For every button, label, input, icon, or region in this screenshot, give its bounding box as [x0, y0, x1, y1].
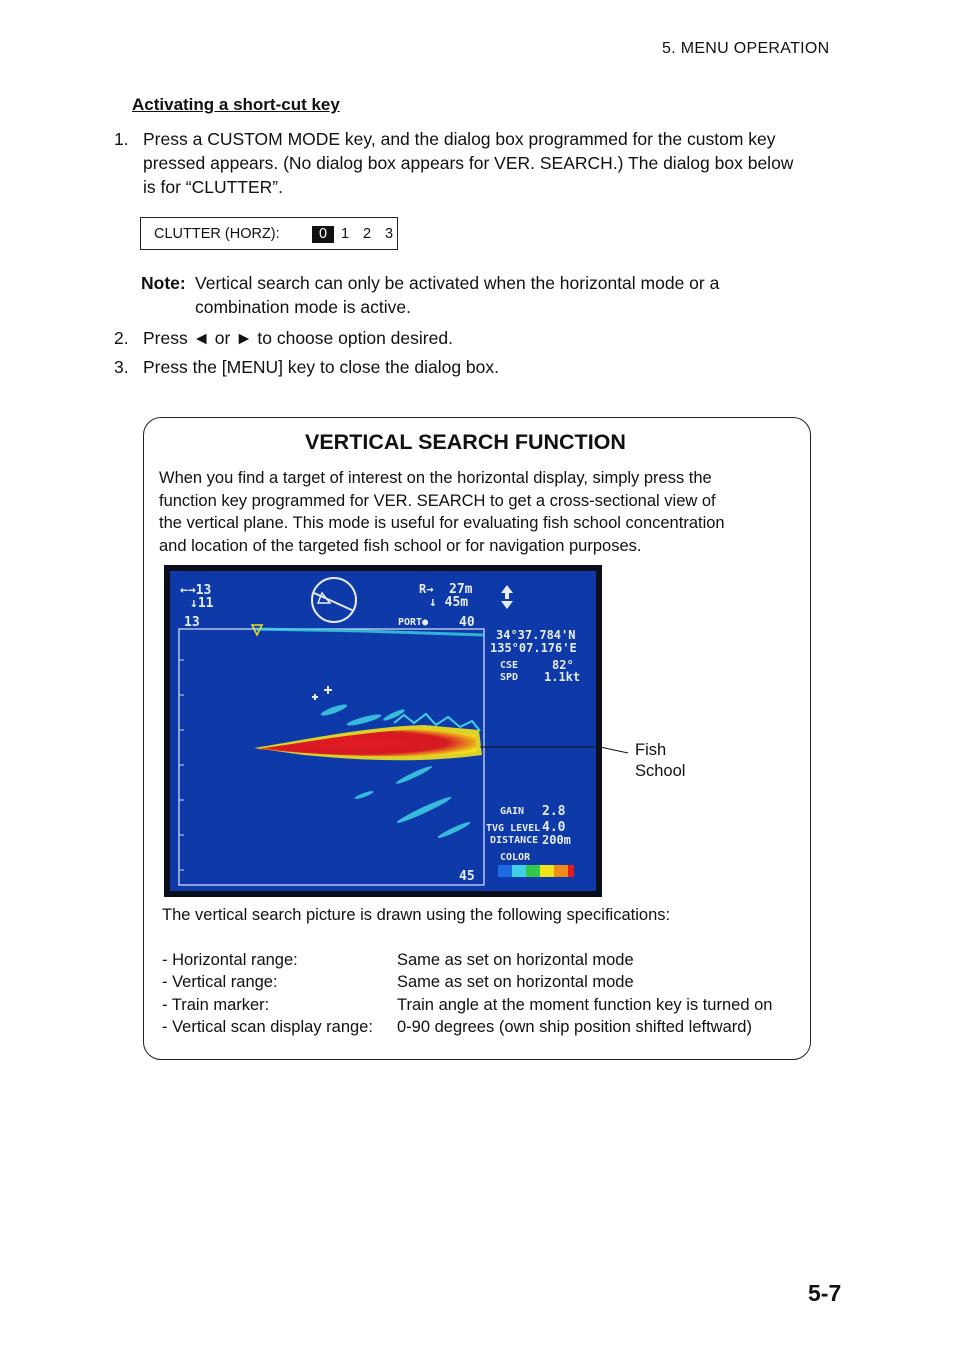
box-paragraph [159, 467, 779, 558]
screen-range-value: 27m [449, 582, 473, 597]
running-header: 5. MENU OPERATION [662, 40, 830, 57]
screen-latitude: 34°37.784'N [496, 628, 576, 642]
paragraph-line: When you find a target of interest on the horizontal display, simply press the [159, 469, 712, 487]
screen-range-top-left: 13 [184, 615, 200, 630]
fish-school-callout [635, 740, 685, 782]
callout-line: Fish [635, 741, 667, 759]
clutter-dialog [140, 217, 398, 250]
screen-depth-value: ↓ 45m [429, 595, 469, 610]
spec-label: - Vertical scan display range: [162, 1018, 373, 1036]
callout-leader-line [480, 745, 635, 757]
spec-value: 0-90 degrees (own ship position shifted leftward) [397, 1018, 752, 1036]
step-line: Press a CUSTOM MODE key, and the dialog box programmed for the custom key [143, 129, 776, 149]
step-3 [114, 355, 854, 379]
screen-gain-value: 2.8 [542, 804, 566, 819]
dialog-label: CLUTTER (HORZ): [154, 226, 280, 242]
step-number: 1. [114, 129, 129, 149]
screen-bottom-value: 45 [459, 869, 475, 884]
note-text [195, 271, 795, 319]
color-scale-bar [498, 865, 574, 877]
step-text: Press the [MENU] key to close the dialog box. [143, 357, 499, 377]
screen-top-left-2: ↓11 [190, 596, 214, 611]
screen-cse-value: 82° [552, 658, 574, 672]
paragraph-line: and location of the targeted fish school or for navigation purposes. [159, 537, 642, 556]
step-1 [114, 127, 854, 201]
screen-port-value: 40 [459, 615, 475, 630]
callout-line: School [635, 762, 686, 780]
spec-value: Train angle at the moment function key is turned on [397, 996, 773, 1014]
subheading: Activating a short-cut key [132, 95, 340, 114]
screen-longitude: 135°07.176'E [490, 641, 577, 655]
step-text [143, 127, 793, 199]
page-number: 5-7 [808, 1280, 842, 1306]
step-2 [114, 326, 854, 350]
spec-label: - Train marker: [162, 996, 270, 1014]
step-number: 3. [114, 357, 129, 377]
screen-tvg-label: TVG LEVEL [486, 823, 541, 834]
screen-tvg-value: 4.0 [542, 820, 566, 835]
sonar-screen-image [164, 565, 602, 897]
note-line: combination mode is active. [195, 297, 411, 317]
note-label: Note: [141, 273, 186, 293]
dialog-option-2[interactable]: 2 [362, 226, 372, 242]
spec-value: Same as set on horizontal mode [397, 973, 634, 991]
screen-spd-value: 1.1kt [544, 670, 581, 684]
screen-cse-label: CSE [500, 660, 519, 671]
step-line: is for “CLUTTER”. [143, 177, 283, 197]
dialog-option-0[interactable]: 0 [312, 226, 334, 243]
screen-top-left-1: ←→13 [180, 583, 212, 598]
screen-color-label: COLOR [500, 852, 531, 863]
screen-gain-label: GAIN [500, 806, 525, 817]
spec-label: - Horizontal range: [162, 951, 298, 969]
note-line: Vertical search can only be activated when the horizontal mode or a [195, 273, 720, 293]
screen-distance-value: 200m [542, 833, 571, 847]
dialog-option-1[interactable]: 1 [340, 226, 350, 242]
screen-port-label: PORT● [398, 617, 429, 628]
dialog-option-3[interactable]: 3 [384, 226, 394, 242]
box-title: VERTICAL SEARCH FUNCTION [305, 430, 626, 454]
spec-label: - Vertical range: [162, 973, 278, 991]
spec-value: Same as set on horizontal mode [397, 951, 634, 969]
screen-distance-label: DISTANCE [490, 835, 539, 846]
step-text: Press ◄ or ► to choose option desired. [143, 328, 453, 348]
note [141, 271, 841, 321]
paragraph-line: function key programmed for VER. SEARCH to get a cross-sectional view of [159, 491, 716, 510]
step-line: pressed appears. (No dialog box appears for VER. SEARCH.) The dialog box below [143, 153, 794, 173]
paragraph-line: the vertical plane. This mode is useful for evaluating fish school concentration [159, 514, 725, 533]
spec-intro: The vertical search picture is drawn using the following specifications: [162, 906, 671, 924]
screen-range-label: R→ [419, 582, 434, 596]
screen-spd-label: SPD [500, 672, 519, 683]
step-number: 2. [114, 328, 129, 348]
